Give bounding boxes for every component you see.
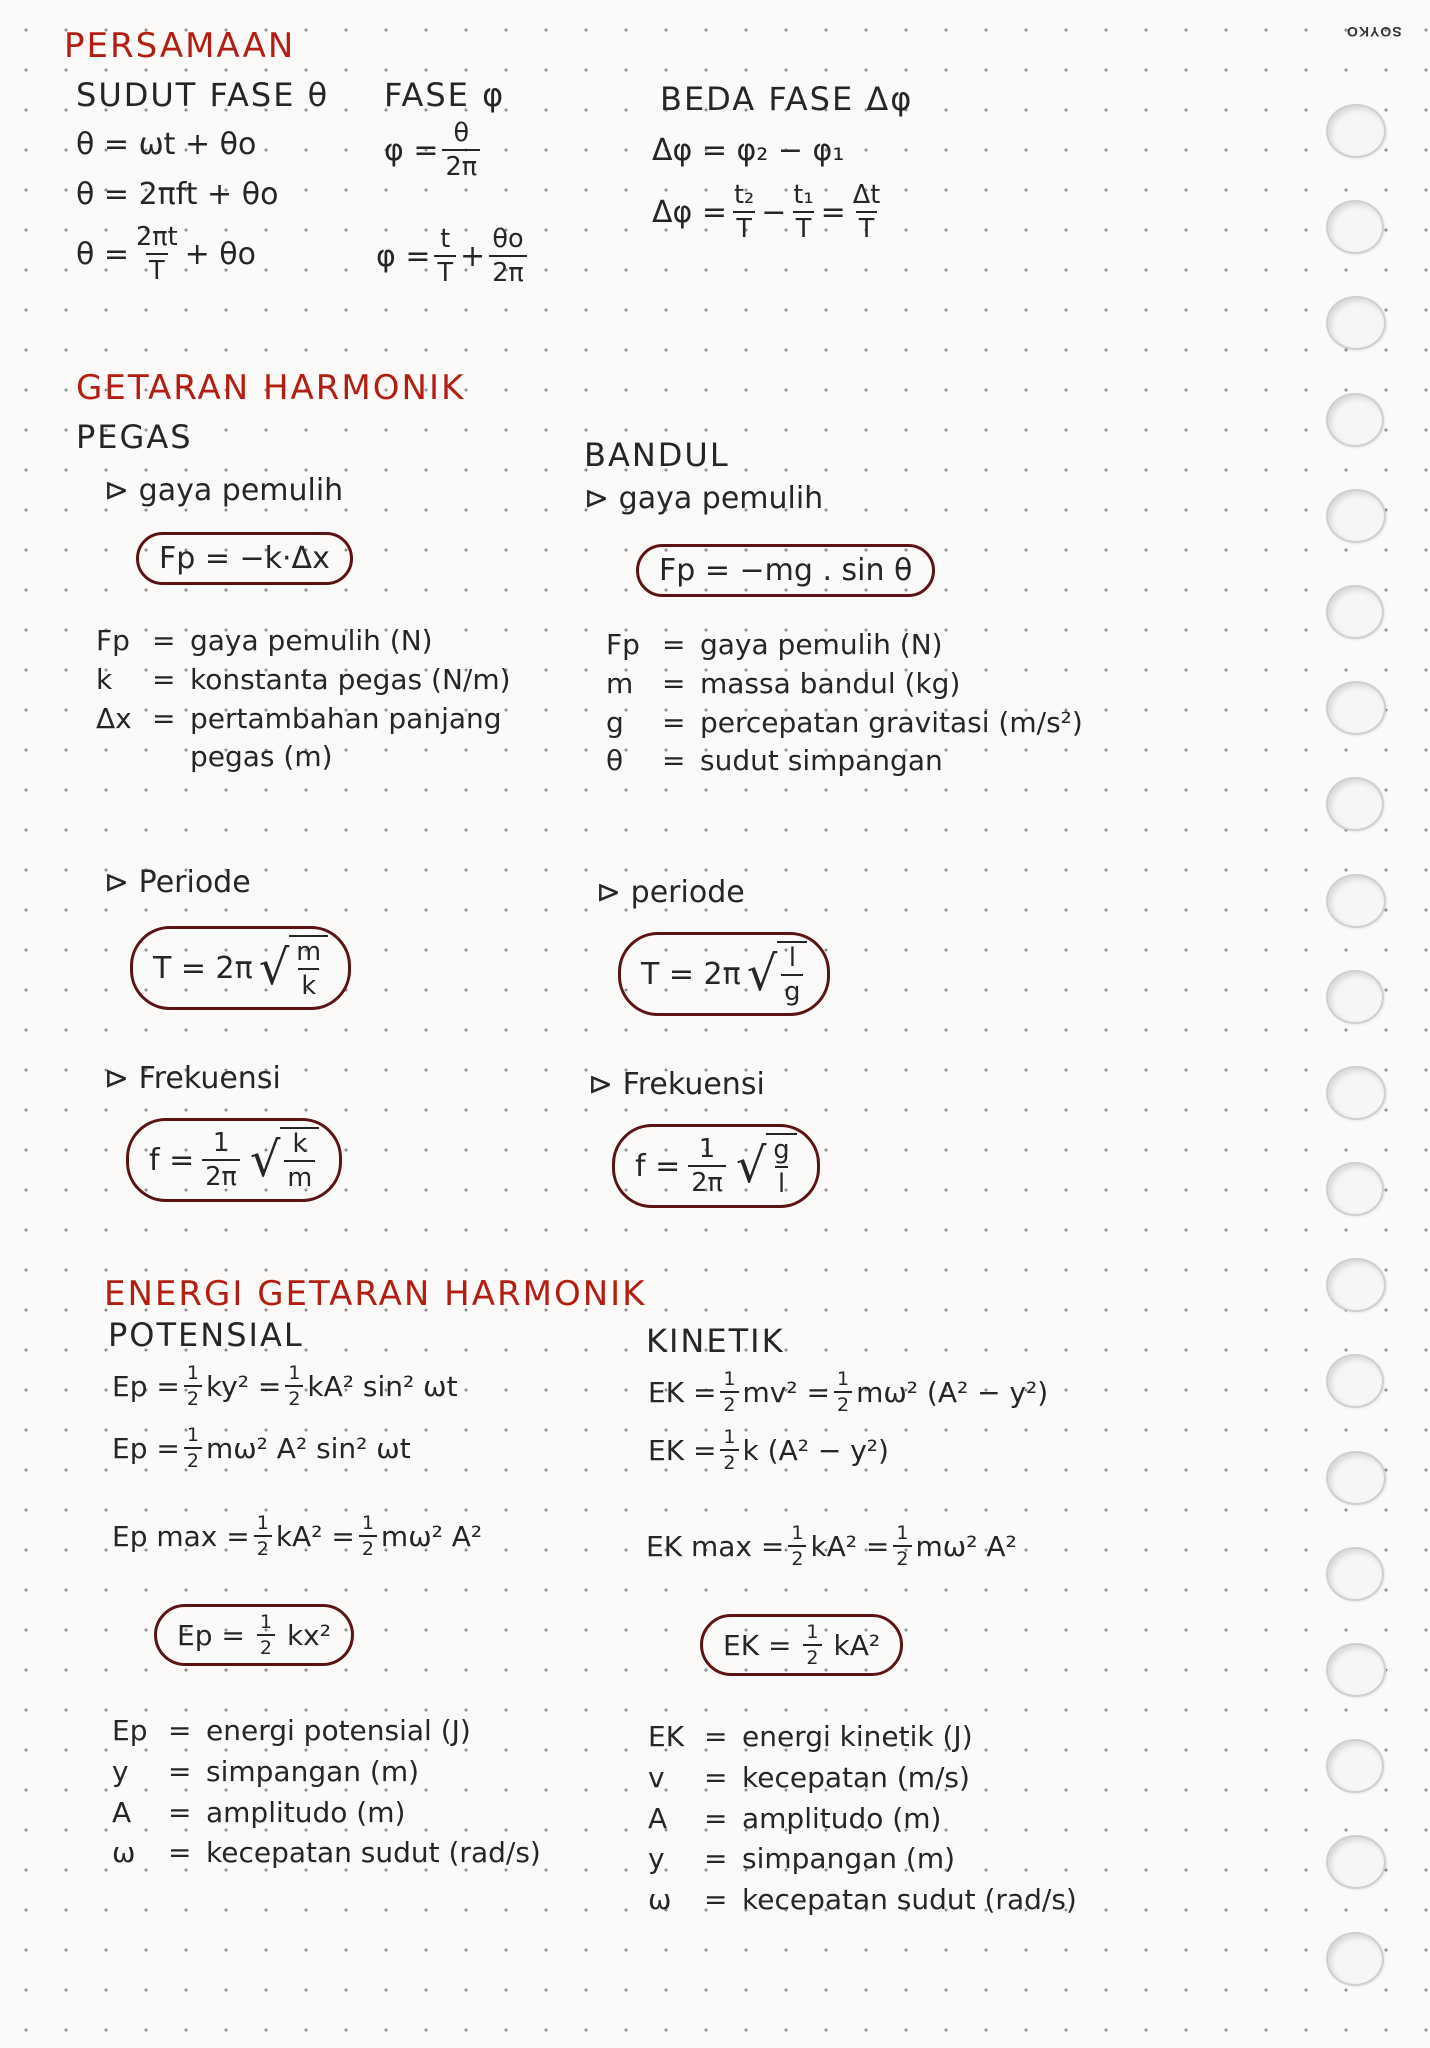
heading-beda-fase: BEDA FASE Δφ	[660, 80, 914, 118]
formula-box	[612, 1124, 820, 1208]
fraction	[254, 1512, 272, 1560]
pegas-frekuensi-box	[126, 1118, 342, 1202]
denominator: 2	[359, 1535, 377, 1560]
def-row	[112, 1754, 541, 1788]
denominator: m	[284, 1160, 315, 1193]
fraction	[770, 1135, 792, 1199]
fraction	[720, 1426, 738, 1474]
formula-fase-2	[376, 224, 531, 288]
bandul-gaya-box	[636, 544, 935, 597]
def-desc: kecepatan sudut (rad/s)	[206, 1836, 541, 1870]
denominator: 2π	[688, 1165, 726, 1198]
denominator: 2	[720, 1449, 738, 1474]
def-row	[112, 1716, 541, 1747]
binder-ring	[1326, 777, 1384, 831]
pegas-periode-box	[130, 926, 351, 1010]
formula-sudut-fase-1: θ = ωt + θo	[76, 127, 257, 162]
pegas-gaya-label: ⊳ gaya pemulih	[104, 473, 344, 508]
fraction	[285, 1362, 303, 1410]
def-desc: amplitudo (m)	[206, 1795, 406, 1829]
lhs: Ep =	[177, 1618, 245, 1652]
denominator: 2	[184, 1385, 202, 1410]
fraction	[257, 1611, 275, 1659]
term: k (A² − y²)	[742, 1433, 889, 1467]
denominator: 2	[720, 1391, 738, 1416]
formula-box	[154, 1604, 354, 1666]
bandul-frekuensi-label: ⊳ Frekuensi	[588, 1067, 765, 1102]
ek-box	[700, 1614, 903, 1676]
lhs: Ep =	[112, 1369, 180, 1403]
sqrt	[747, 941, 808, 1007]
binder-ring	[1326, 970, 1384, 1024]
numerator: 1	[361, 1512, 374, 1534]
def-eq: =	[168, 1836, 192, 1870]
def-eq: =	[152, 662, 176, 696]
fraction	[893, 1522, 911, 1570]
fraction	[293, 937, 324, 1001]
denominator: 2	[285, 1385, 303, 1410]
binder-rings	[1326, 104, 1384, 2028]
def-row	[96, 626, 511, 657]
radicand	[766, 1133, 796, 1199]
lhs: EK =	[723, 1628, 792, 1662]
binder-ring	[1326, 1066, 1386, 1120]
def-symbol: ω	[112, 1836, 136, 1870]
formula-box: Fp = −mg . sin θ	[636, 544, 935, 597]
pegas-gaya-box	[136, 532, 353, 585]
numerator: t₁	[793, 180, 814, 210]
def-desc: kecepatan (m/s)	[742, 1760, 970, 1794]
def-row	[648, 1885, 1077, 1916]
equals: =	[820, 194, 846, 230]
kinetik-defs	[648, 1722, 1077, 1916]
def-eq: =	[704, 1760, 728, 1794]
def-eq: =	[152, 701, 176, 735]
heading-bandul: BANDUL	[584, 436, 730, 474]
lhs: Δφ =	[652, 194, 727, 230]
numerator: 1	[259, 1611, 272, 1633]
fraction	[788, 1522, 806, 1570]
def-symbol: A	[648, 1801, 668, 1835]
term: mω² A²	[380, 1519, 483, 1553]
binder-ring	[1326, 874, 1386, 928]
lhs: φ =	[384, 132, 439, 168]
radicand	[289, 935, 328, 1001]
radical-icon: √	[735, 1138, 767, 1194]
def-symbol: Fp	[606, 628, 640, 661]
denominator: 2	[788, 1545, 806, 1570]
def-eq: =	[704, 1842, 728, 1876]
def-desc: energi potensial (J)	[206, 1714, 471, 1747]
tail: + θo	[184, 236, 256, 272]
def-desc: simpangan (m)	[742, 1842, 956, 1876]
formula-sudut-fase-2: θ = 2πft + θo	[76, 177, 279, 212]
denominator: g	[781, 974, 803, 1007]
formula-box	[618, 932, 830, 1016]
fraction	[133, 222, 181, 286]
numerator: 2πt	[136, 222, 178, 252]
fraction	[359, 1512, 377, 1560]
term: mv² =	[742, 1375, 830, 1409]
lhs: f =	[149, 1142, 195, 1178]
term: kA² =	[810, 1529, 890, 1563]
term: mω² A²	[915, 1529, 1017, 1563]
lhs: Ep =	[112, 1431, 180, 1465]
denominator: 2	[893, 1545, 911, 1570]
sqrt	[250, 1127, 319, 1193]
numerator: 1	[836, 1368, 850, 1390]
denominator: l	[775, 1166, 788, 1199]
radicand	[280, 1127, 319, 1193]
denominator: 2	[184, 1447, 202, 1472]
def-symbol: Ep	[112, 1714, 148, 1747]
bandul-gaya-label: ⊳ gaya pemulih	[584, 481, 824, 516]
term: kx²	[286, 1618, 331, 1652]
def-symbol: y	[112, 1754, 129, 1788]
heading-pegas: PEGAS	[76, 418, 193, 456]
bandul-periode-box	[618, 932, 830, 1016]
bandul-periode-label: ⊳ periode	[596, 875, 745, 910]
binder-ring	[1326, 1354, 1384, 1408]
lhs: EK max =	[646, 1529, 785, 1563]
radical-icon: √	[249, 1132, 281, 1188]
numerator: 1	[791, 1522, 804, 1544]
def-eq: =	[704, 1720, 728, 1753]
heading-kinetik: KINETIK	[646, 1322, 785, 1360]
fraction	[850, 180, 883, 244]
def-eq: =	[662, 666, 686, 700]
numerator: k	[292, 1129, 308, 1159]
denominator: T	[434, 255, 456, 288]
term: ky² =	[205, 1369, 282, 1403]
lhs: EK =	[648, 1433, 717, 1467]
def-desc: kecepatan sudut (rad/s)	[742, 1883, 1077, 1917]
def-row	[606, 630, 1083, 661]
binder-ring	[1326, 393, 1384, 447]
def-symbol: θ	[606, 744, 624, 778]
def-row	[648, 1844, 1077, 1875]
binder-ring	[1326, 1643, 1386, 1697]
fraction	[688, 1134, 726, 1198]
def-eq: =	[704, 1883, 728, 1917]
pegas-frekuensi-label: ⊳ Frekuensi	[104, 1061, 281, 1096]
numerator: Δt	[852, 180, 881, 210]
def-row	[112, 1838, 541, 1869]
denominator: T	[146, 253, 168, 286]
formula-beda-fase-2	[652, 180, 887, 244]
fraction	[202, 1128, 240, 1192]
numerator: θo	[492, 224, 524, 254]
denominator: 2	[834, 1391, 852, 1416]
binder-ring	[1326, 1258, 1386, 1312]
numerator: l	[788, 943, 796, 973]
heading-fase: FASE φ	[384, 76, 506, 114]
formula-box	[126, 1118, 342, 1202]
def-desc: pegas (m)	[190, 740, 333, 774]
lhs: EK =	[648, 1375, 717, 1409]
term: kA²	[833, 1628, 881, 1662]
fraction	[781, 943, 803, 1007]
pegas-periode-label: ⊳ Periode	[104, 865, 251, 900]
def-eq: =	[662, 705, 686, 739]
def-row	[648, 1760, 1077, 1794]
fraction	[184, 1362, 202, 1410]
radicand	[777, 941, 807, 1007]
radical-icon: √	[746, 946, 778, 1002]
binder-ring	[1326, 1835, 1386, 1889]
ek-formula-2	[648, 1426, 889, 1474]
section-title-energi: ENERGI GETARAN HARMONIK	[104, 1274, 647, 1314]
def-symbol: A	[112, 1795, 132, 1829]
fraction	[803, 1621, 821, 1669]
def-symbol: Δx	[96, 701, 132, 735]
denominator: 2π	[202, 1159, 240, 1192]
fraction	[489, 224, 527, 288]
term: mω² (A² − y²)	[856, 1375, 1049, 1409]
denominator: T	[793, 211, 815, 244]
def-desc: pertambahan panjang	[190, 701, 502, 735]
numerator: 1	[723, 1426, 736, 1448]
sqrt	[736, 1133, 797, 1199]
numerator: θ	[453, 118, 470, 148]
def-row	[606, 666, 1083, 700]
lhs: T = 2π	[153, 950, 253, 986]
term: kA² =	[275, 1519, 355, 1553]
binder-ring	[1326, 681, 1386, 735]
def-symbol: Fp	[96, 624, 130, 657]
def-symbol: ω	[648, 1883, 672, 1917]
sqrt	[259, 935, 328, 1001]
ek-max-formula	[646, 1522, 1017, 1570]
ep-max-formula	[112, 1512, 482, 1560]
ep-formula-1	[112, 1362, 458, 1410]
numerator: t	[440, 224, 451, 254]
def-desc: konstanta pegas (N/m)	[190, 662, 511, 696]
pegas-defs	[96, 626, 511, 773]
formula-box	[700, 1614, 903, 1676]
lhs: T = 2π	[641, 956, 741, 992]
def-row	[648, 1801, 1077, 1835]
minus: −	[761, 194, 787, 230]
term: kA² sin² ωt	[307, 1369, 458, 1403]
def-desc: energi kinetik (J)	[742, 1720, 973, 1753]
bandul-frekuensi-box	[612, 1124, 820, 1208]
binder-ring	[1326, 585, 1384, 639]
fraction	[790, 180, 816, 244]
numerator: 1	[256, 1512, 269, 1534]
denominator: T	[856, 211, 878, 244]
formula-box: Fp = −k·Δx	[136, 532, 353, 585]
numerator: 1	[698, 1134, 716, 1164]
denominator: 2	[803, 1644, 821, 1669]
def-eq: =	[168, 1754, 192, 1788]
radical-icon: √	[258, 940, 290, 996]
binder-ring	[1326, 1162, 1384, 1216]
potensial-defs	[112, 1716, 541, 1869]
def-row	[112, 1795, 541, 1829]
numerator: 1	[288, 1362, 301, 1384]
lhs: φ =	[376, 238, 431, 274]
ep-formula-2	[112, 1424, 411, 1472]
binder-ring	[1326, 296, 1386, 350]
plus: +	[460, 238, 486, 274]
numerator: m	[296, 937, 322, 967]
denominator: T	[733, 211, 755, 244]
binder-ring	[1326, 1739, 1384, 1793]
def-desc: massa bandul (kg)	[700, 666, 961, 700]
formula-beda-fase-1: Δφ = φ₂ − φ₁	[652, 133, 845, 168]
numerator: 1	[186, 1362, 199, 1384]
fraction	[184, 1424, 202, 1472]
def-row	[606, 746, 1083, 777]
def-row	[648, 1722, 1077, 1753]
numerator: 1	[806, 1621, 819, 1643]
numerator: 1	[896, 1522, 909, 1544]
def-symbol: k	[96, 662, 113, 696]
fraction	[434, 224, 456, 288]
denominator: 2	[257, 1634, 275, 1659]
def-desc: amplitudo (m)	[742, 1801, 942, 1835]
def-symbol: v	[648, 1760, 665, 1794]
binder-ring	[1326, 1451, 1386, 1505]
numerator: 1	[723, 1368, 736, 1390]
def-row	[96, 742, 511, 773]
fraction	[731, 180, 757, 244]
denominator: 2π	[442, 149, 480, 182]
section-title-persamaan: PERSAMAAN	[64, 26, 296, 66]
fraction	[834, 1368, 852, 1416]
def-desc: gaya pemulih (N)	[700, 628, 943, 661]
def-symbol: g	[606, 705, 624, 739]
binder-ring	[1326, 200, 1384, 254]
binder-ring	[1326, 489, 1386, 543]
def-eq: =	[662, 744, 686, 778]
def-desc: simpangan (m)	[206, 1754, 420, 1788]
numerator: t₂	[734, 180, 755, 210]
numerator: g	[773, 1135, 790, 1165]
lhs: f =	[635, 1148, 681, 1184]
fraction	[442, 118, 480, 182]
def-eq: =	[152, 624, 176, 657]
binder-ring	[1326, 1547, 1384, 1601]
def-desc: gaya pemulih (N)	[190, 624, 433, 657]
numerator: 1	[212, 1128, 230, 1158]
def-eq: =	[168, 1714, 192, 1747]
heading-potensial: POTENSIAL	[108, 1316, 304, 1354]
lhs: θ =	[76, 236, 130, 272]
binder-ring	[1326, 104, 1386, 158]
def-symbol: EK	[648, 1720, 685, 1753]
def-symbol: y	[648, 1842, 665, 1876]
formula-sudut-fase-3	[76, 222, 256, 286]
def-eq: =	[662, 628, 686, 661]
ep-box	[154, 1604, 354, 1666]
fraction	[720, 1368, 738, 1416]
brand-logo: SOYKO	[1346, 24, 1402, 40]
def-desc: sudut simpangan	[700, 744, 943, 778]
heading-sudut-fase: SUDUT FASE θ	[76, 76, 330, 114]
bandul-defs	[606, 630, 1083, 777]
def-eq: =	[168, 1795, 192, 1829]
formula-fase-1	[384, 118, 484, 182]
fraction	[284, 1129, 315, 1193]
denominator: 2	[254, 1535, 272, 1560]
term: mω² A² sin² ωt	[205, 1431, 411, 1465]
denominator: k	[298, 968, 319, 1001]
numerator: 1	[186, 1424, 199, 1446]
def-row	[96, 662, 511, 696]
def-row	[96, 701, 511, 735]
ek-formula-1	[648, 1368, 1048, 1416]
def-row	[606, 705, 1083, 739]
formula-box	[130, 926, 351, 1010]
denominator: 2π	[489, 255, 527, 288]
section-title-getaran: GETARAN HARMONIK	[76, 368, 466, 408]
def-eq: =	[704, 1801, 728, 1835]
def-desc: percepatan gravitasi (m/s²)	[700, 705, 1083, 739]
binder-ring	[1326, 1932, 1384, 1986]
def-symbol: m	[606, 666, 634, 700]
lhs: Ep max =	[112, 1519, 250, 1553]
